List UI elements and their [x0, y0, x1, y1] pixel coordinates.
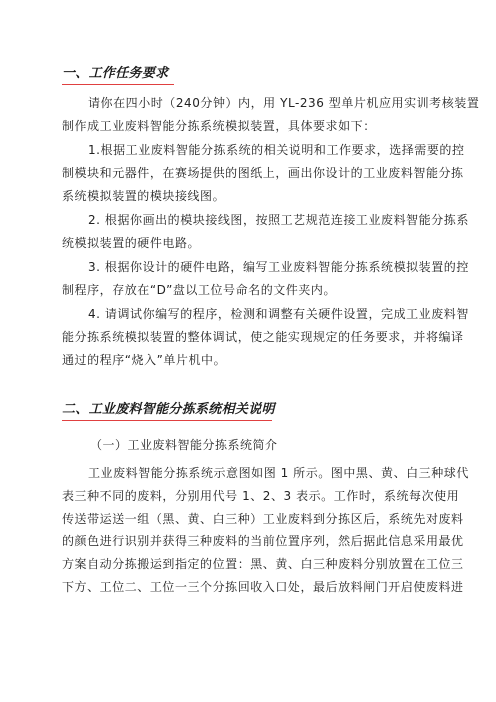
- text-line: 系统模拟装置的模块接线图。: [62, 188, 226, 203]
- text-line: 请你在四小时（240分钟）内，用 YL-236 型单片机应用实训考核装置: [88, 96, 480, 110]
- section2-subheading: （一）工业废料智能分拣系统简介: [90, 438, 278, 452]
- section1-intro: [62, 92, 479, 138]
- text-line: 2. 根据你画出的模块接线图，按照工艺规范连接工业废料智能分拣系: [88, 213, 469, 227]
- section2-heading: 二、工业废料智能分拣系统相关说明: [62, 402, 275, 417]
- text-line: 制作成工业废料智能分拣系统模拟装置，具体要求如下：: [62, 118, 376, 133]
- task-item-2: [62, 209, 469, 255]
- text-line: 能分拣系统模拟装置的整体调试，使之能实现规定的任务要求，并将编译: [62, 329, 464, 344]
- text-line: 的颜色进行识别并获得三种废料的当前位置序列，然后据此信息采用最优: [62, 534, 464, 549]
- text-line: 统模拟装置的硬件电路。: [62, 235, 201, 250]
- task-item-4: [62, 303, 469, 371]
- text-line: 下方、工位二、工位一三个分拣回收入口处，最后放料闸门开启使废料进: [62, 579, 464, 594]
- text-line: 3. 根据你设计的硬件电路，编写工业废料智能分拣系统模拟装置的控: [88, 260, 469, 274]
- text-line: 1.根据工业废料智能分拣系统的相关说明和工作要求，选择需要的控: [88, 143, 465, 157]
- task-item-3: [62, 256, 469, 302]
- task-item-1: [62, 139, 465, 207]
- section1-heading-underline: [62, 84, 174, 85]
- text-line: 通过的程序“烧入”单片机中。: [62, 352, 227, 367]
- text-line: 制程序，存放在“D”盘以工位号命名的文件夹内。: [62, 282, 337, 297]
- text-line: 工业废料智能分拣系统示意图如图 1 所示。图中黑、黄、白三种球代: [88, 466, 469, 480]
- section1-heading: 一、工作任务要求: [62, 66, 169, 81]
- text-line: 4. 请调试你编写的程序，检测和调整有关硬件设置，完成工业废料智: [88, 307, 469, 321]
- text-line: 方案自动分拣搬运到指定的位置：黑、黄、白三种废料分别放置在工位三: [62, 557, 464, 572]
- section2-heading-underline: [62, 420, 272, 421]
- section2-body: [62, 462, 469, 599]
- text-line: 传送带运送一组（黑、黄、白三种）工业废料到分拣区后，系统先对废料: [62, 511, 464, 526]
- text-line: 制模块和元器件，在赛场提供的图纸上，画出你设计的工业废料智能分拣: [62, 165, 464, 180]
- text-line: 表三种不同的废料，分别用代号 1、2、3 表示。工作时，系统每次使用: [62, 488, 460, 503]
